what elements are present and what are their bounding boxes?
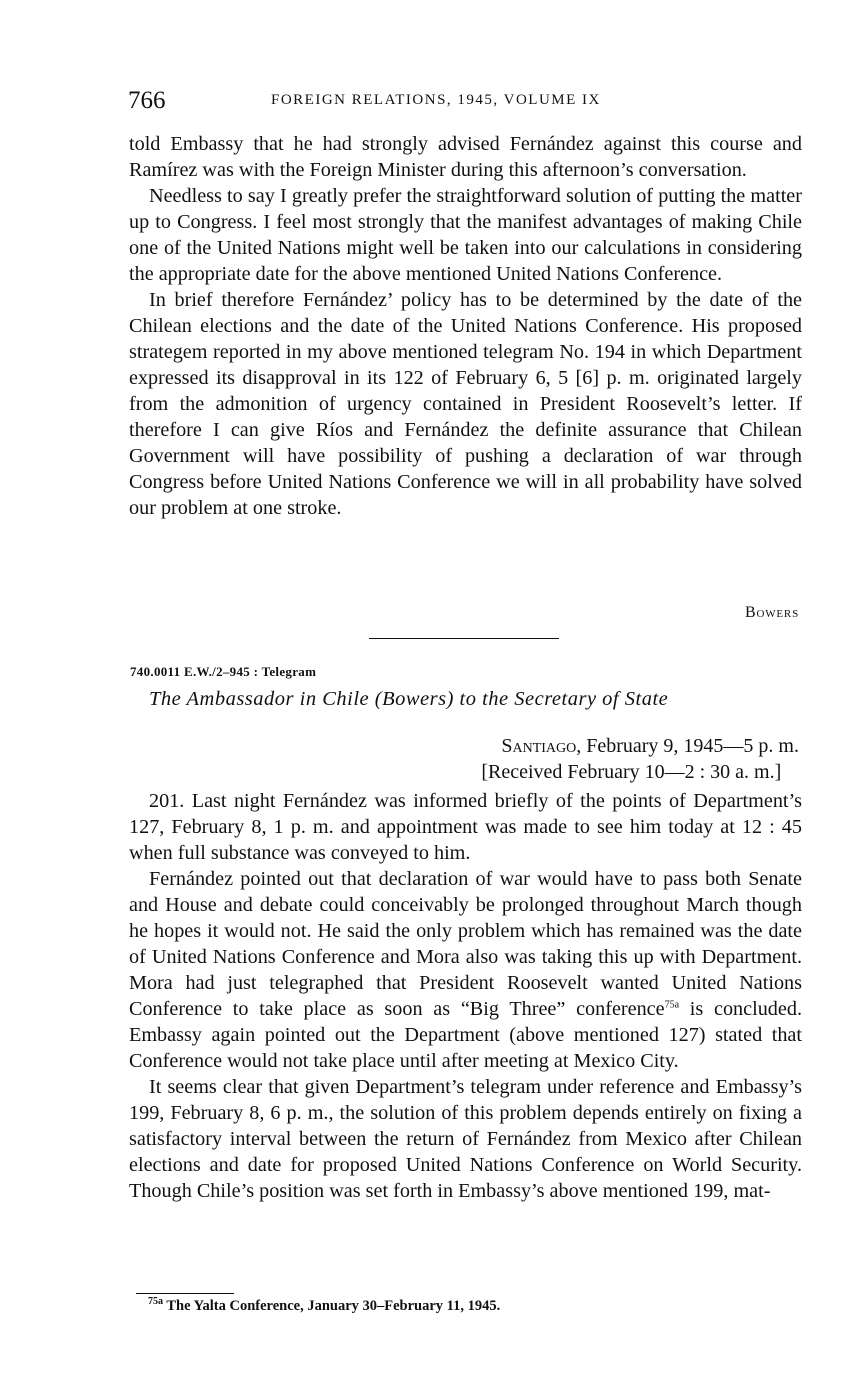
file-reference: 740.0011 E.W./2–945 : Telegram [130, 664, 317, 679]
dateline-sent [501, 733, 799, 759]
page-header [128, 86, 802, 120]
telegram-body [129, 788, 802, 1204]
paragraph: In brief therefore Fernández’ policy has to be determined by the date of the Chilean elections and the date of the United Nations Conference. His proposed strategem reported in my above mentioned telegram No. 194 in which Department expressed its disapproval in its 122 of February 6, 5 [6] p. m. originated largely from the admonition of urgency contained in President Roosevelt’s letter. If therefore I can give Ríos and Fernández the definite assurance that Chilean Government will have possibility of pushing a declaration of war through Congress before United Nations Conference we will in all probability have solved our problem at one stroke. [129, 289, 802, 519]
paragraph [129, 866, 802, 1074]
paragraph: Needless to say I greatly prefer the straightforward solution of putting the matter up to Congress. I feel most strongly that the manifest advantages of making Chile one of the United Nations might well be taken into our calculations in considering the appropriate date for the above mentioned United Nations Conference. [129, 185, 802, 285]
footnote-mark: 75a [148, 1296, 163, 1308]
signature: Bowers [745, 604, 799, 621]
dateline-received: [Received February 10—2 : 30 a. m.] [481, 761, 782, 783]
continued-telegram-text [129, 131, 802, 521]
paragraph-text: is concluded. Embassy again pointed out the Department (above mentioned 127) stated that Conference would not take place until after meeting at Mexico City. [129, 998, 802, 1072]
footnote-rule [136, 1293, 234, 1294]
footnote [148, 1298, 500, 1315]
paragraph: told Embassy that he had strongly advised Fernández against this course and Ramírez was with the Foreign Minister during this afternoon’s conversation. [129, 133, 802, 181]
running-head: FOREIGN RELATIONS, 1945, VOLUME IX [271, 92, 601, 108]
section-divider [369, 638, 559, 639]
dateline-date: , February 9, 1945—5 p. m. [576, 735, 799, 757]
paragraph-text: Fernández pointed out that declaration of war would have to pass both Senate and House and debate could conceivably be prolonged throughout March though he hopes it would not. He said the only problem which has remained was the date of United Nations Conference and Mora also was taking this up with Department. Mora had just telegraphed that President Roosevelt wanted United Nations Conference to take place as soon as “Big Three” conference [129, 868, 802, 1020]
paragraph: 201. Last night Fernández was informed briefly of the points of Department’s 127, February 8, 1 p. m. and appointment was made to see him today at 12 : 45 when full substance was conveyed to him. [129, 790, 802, 864]
footnote-reference[interactable]: 75a [664, 999, 680, 1011]
dateline-place: Santiago [501, 735, 577, 757]
page-number: 766 [128, 87, 166, 114]
dateline [481, 733, 799, 785]
document-title: The Ambassador in Chile (Bowers) to the Secretary of State [149, 688, 669, 710]
paragraph: It seems clear that given Department’s telegram under reference and Embassy’s 199, February 8, 6 p. m., the solution of this problem depends entirely on fixing a satisfactory interval between the return of Fernández from Mexico after Chilean elections and date for proposed United Nations Conference on World Security. Though Chile’s position was set forth in Embassy’s above mentioned 199, mat- [129, 1076, 802, 1202]
footnote-text: The Yalta Conference, January 30–February 11, 1945. [163, 1298, 501, 1314]
